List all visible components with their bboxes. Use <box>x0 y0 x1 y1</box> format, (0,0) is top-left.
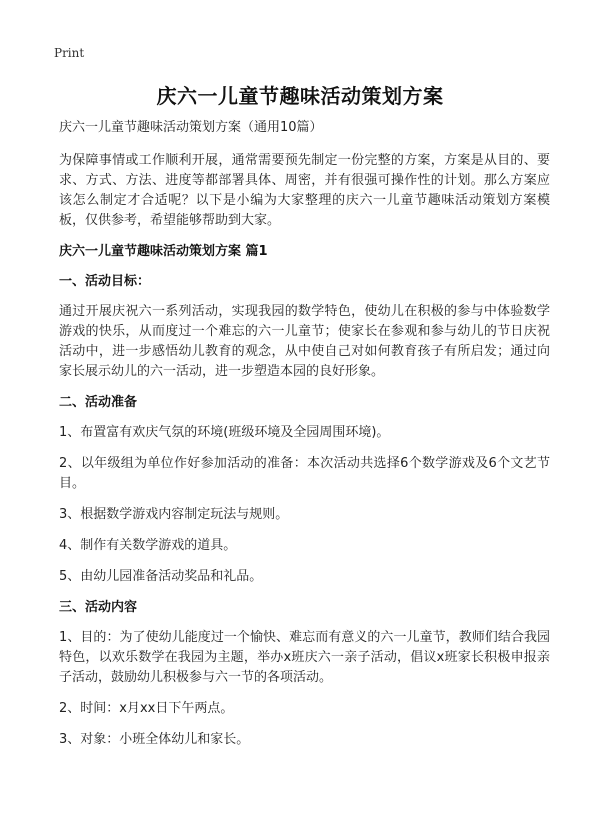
list-item: 1、布置富有欢庆气氛的环境(班级环境及全园周围环境)。 <box>59 425 390 440</box>
document-body <box>59 118 550 761</box>
print-link[interactable]: Print <box>54 46 85 60</box>
section-goals-body: 通过开展庆祝六一系列活动，实现我园的数学特色，使幼儿在积极的参与中体验数学游戏的快乐，从而度过一个难忘的六一儿童节；使家长在参观和参与幼儿的节日庆祝活动中，进一步感悟幼儿教育的观念，从中使自己对如何教育孩子有所启发；通过向家长展示幼儿的六一活动，进一步塑造本园的良好形象。 <box>59 304 550 379</box>
document-subtitle: 庆六一儿童节趣味活动策划方案（通用10篇） <box>59 120 323 135</box>
document-title: 庆六一儿童节趣味活动策划方案 <box>156 84 444 108</box>
list-item: 2、时间：x月xx日下午两点。 <box>59 701 234 716</box>
list-item: 1、目的：为了使幼儿能度过一个愉快、难忘而有意义的六一儿童节，教师们结合我园特色，以欢乐数学在我园为主题，举办x班庆六一亲子活动，倡议x班家长积极申报亲子活动，鼓励幼儿积极参与六一节的各项活动。 <box>59 630 550 685</box>
list-item: 3、根据数学游戏内容制定玩法与规则。 <box>59 507 289 522</box>
intro-paragraph: 为保障事情或工作顺利开展，通常需要预先制定一份完整的方案，方案是从目的、要求、方式、方法、进度等都部署具体、周密，并有很强可操作性的计划。那么方案应该怎么制定才合适呢？以下是小编为大家整理的庆六一儿童节趣味活动策划方案模板，仅供参考，希望能够帮助到大家。 <box>59 153 550 228</box>
list-item: 2、以年级组为单位作好参加活动的准备：本次活动共选择6个数学游戏及6个文艺节目。 <box>59 456 550 491</box>
section-heading-goals: 一、活动目标： <box>59 274 151 289</box>
list-item: 3、对象：小班全体幼儿和家长。 <box>59 732 250 747</box>
section-heading-content: 三、活动内容 <box>59 600 138 615</box>
article-heading: 庆六一儿童节趣味活动策划方案 篇1 <box>59 244 268 259</box>
list-item: 5、由幼儿园准备活动奖品和礼品。 <box>59 569 263 584</box>
section-heading-preparation: 二、活动准备 <box>59 395 138 410</box>
list-item: 4、制作有关数学游戏的道具。 <box>59 538 237 553</box>
